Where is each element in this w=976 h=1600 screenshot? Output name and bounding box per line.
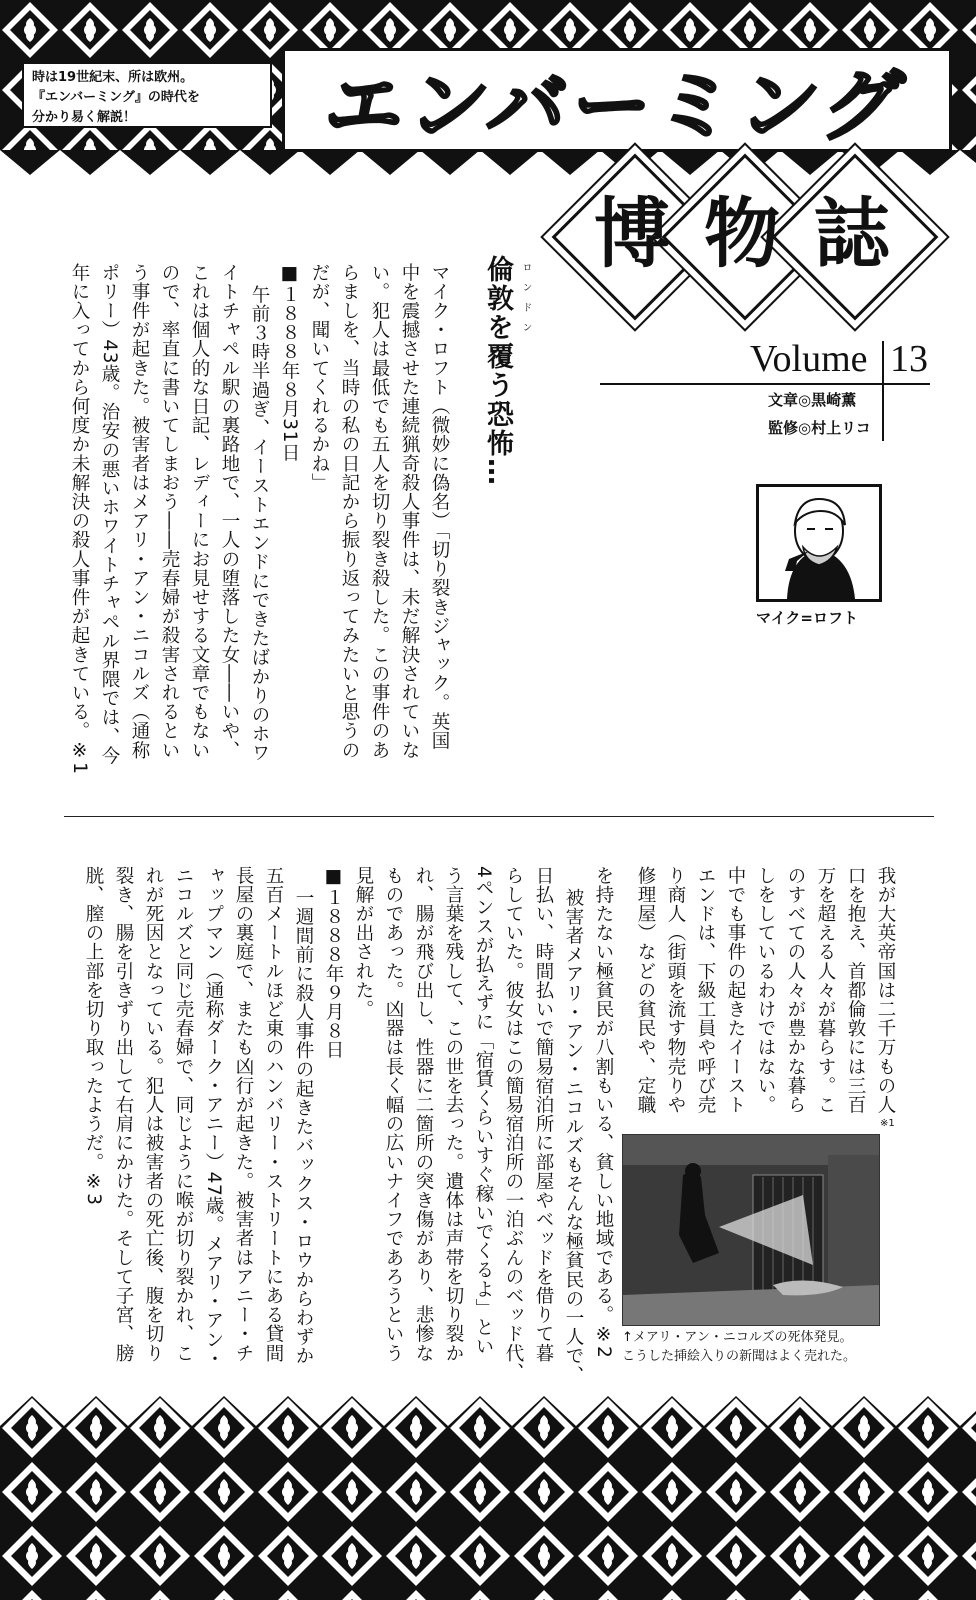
intro-column: らましを、当時の私の日記から振り返ってみたいと思うの xyxy=(339,263,360,760)
subtitle-char: 物 xyxy=(704,189,780,278)
entry-column: イトチャペル駅の裏路地で、一人の堕落した女――いや、 xyxy=(219,263,240,760)
entry-column: う事件が起きた。被害者はメアリ・アン・ニコルズ（通称 xyxy=(129,263,150,760)
ornamental-border-bottom xyxy=(0,1396,976,1600)
newspaper-illustration xyxy=(622,1134,880,1326)
lower-column: ものであった。凶器は長く幅の広いナイフであろうという xyxy=(383,866,404,1363)
lower-right-column: 口を抱え、首都倫敦には三百 xyxy=(845,866,866,1115)
entry-date: ■１８８８年９月８日 xyxy=(323,866,344,1060)
intro-column: い。犯人は最低でも五人を切り裂き殺した。この事件のあ xyxy=(369,263,390,760)
subtitle-char: 博 xyxy=(594,189,670,278)
illustration-caption xyxy=(622,1328,922,1366)
lower-column: らしていた。彼女はこの簡易宿泊所の一泊ぶんのベッド代、 xyxy=(503,866,524,1382)
entry-column: れが死因となっている。犯人は被害者の死亡後、腹を切り xyxy=(143,866,164,1363)
lower-right-column: エンドは、下級工員や呼び売 xyxy=(695,866,716,1115)
subtitle-char: 誌 xyxy=(814,189,890,278)
intro-column: マイク・ロフト（微妙に偽名）「切り裂きジャック。英国 xyxy=(429,263,450,751)
entry-column: これは個人的な日記、レディーにお見せする文章でもない xyxy=(189,263,210,760)
lower-column: を持たない極貧民が八割もいる、貧しい地域である。※2 xyxy=(593,866,614,1359)
entry-column: ャップマン（通称ダーク・アニー）47歳。メアリ・アン・ xyxy=(203,866,224,1369)
volume-number: 13 xyxy=(890,338,928,380)
entry-column: 長屋の裏庭で、またも凶行が起きた。被害者はアニー・チ xyxy=(233,866,254,1363)
mike-loft-portrait xyxy=(756,484,882,602)
volume-rule xyxy=(600,383,930,385)
entry-column: ポリー）43歳。治安の悪いホワイトチャペル界隈では、今 xyxy=(99,263,120,766)
portrait-caption: マイク=ロフト xyxy=(756,609,858,627)
entry-column: 裂き、腸を引きずり出して右肩にかけた。そして子宮、膀 xyxy=(113,866,134,1363)
blurb-line: 『エンバーミング』の時代を xyxy=(32,90,200,105)
lower-column: 4ペンスが払えずに「宿賃くらいすぐ稼いでくるよ」とい xyxy=(473,866,494,1356)
lower-right-column: 中でも事件の起きたイースト xyxy=(725,866,746,1115)
blurb-line: 分かり易く解説！ xyxy=(32,110,137,125)
section-divider xyxy=(64,816,934,817)
volume-label: Volume xyxy=(750,338,868,380)
supervisor-credit: 監修◎村上リコ xyxy=(768,419,871,437)
lower-right-column: 万を超える人々が暮らす。こ xyxy=(815,866,836,1115)
entry-column: 五百メートルほど東のハンバリー・ストリートにある貸間 xyxy=(263,866,284,1363)
lower-right-column: 修理屋）などの貧民や、定職 xyxy=(635,866,656,1115)
series-title: エンバーミング xyxy=(319,62,913,152)
lower-right-column: しをしているわけではない。 xyxy=(755,866,776,1115)
volume-separator xyxy=(882,341,884,441)
volume-block xyxy=(600,335,930,455)
illustration-note: ※1 xyxy=(880,1118,895,1129)
lower-column: 日払い、時間払いで簡易宿泊所に部屋やベッドを借りて暮 xyxy=(533,866,554,1363)
intro-column: だが、聞いてくれるかね」 xyxy=(309,263,330,493)
lower-column: れ、腸が飛び出し、性器に二箇所の突き傷があり、悲惨な xyxy=(413,866,434,1363)
series-title-band xyxy=(282,48,952,152)
entry-column: 午前３時半過ぎ、イーストエンドにできたばかりのホワ xyxy=(249,285,270,763)
heading-ruby: ロンドン xyxy=(520,262,531,342)
entry-date: ■１８８８年８月31日 xyxy=(279,263,300,463)
caption-line: ↑メアリ・アン・ニコルズの死体発見。 xyxy=(622,1330,853,1345)
header-blurb xyxy=(22,62,272,128)
entry-column: ニコルズと同じ売春婦で、同じように喉が切り裂かれ、こ xyxy=(173,866,194,1363)
blurb-line: 時は19世紀末、所は欧州。 xyxy=(32,70,194,85)
article-heading: 倫敦を覆う恐怖… xyxy=(482,255,513,487)
intro-column: 中を震撼させた連続猟奇殺人事件は、未だ解決されていな xyxy=(399,263,420,760)
entry-column: 一週間前に殺人事件の起きたバックス・ロウからわずか xyxy=(293,888,314,1366)
caption-line: こうした挿絵入りの新聞はよく売れた。 xyxy=(622,1349,857,1364)
writer-credit: 文章◎黒崎薫 xyxy=(768,391,857,409)
entry-column: 胱、膣の上部を切り取ったようだ。※3 xyxy=(83,866,104,1206)
lower-right-column: 我が大英帝国は二千万もの人 xyxy=(875,866,896,1115)
lower-column: う言葉を残して、この世を去った。遺体は声帯を切り裂か xyxy=(443,866,464,1363)
entry-column: ので、率直に書いてしまおう――売春婦が殺害されるとい xyxy=(159,263,180,760)
entry-column: 年に入ってから何度か未解決の殺人事件が起きている。※1 xyxy=(69,263,90,775)
lower-column: 被害者メアリ・アン・ニコルズもそんな極貧民の一人で、 xyxy=(563,888,584,1385)
lower-right-column: のすべての人々が豊かな暮ら xyxy=(785,866,806,1115)
lower-right-column: り商人（街頭を流す物売りや xyxy=(665,866,686,1115)
lower-column: 見解が出された。 xyxy=(353,866,374,1019)
